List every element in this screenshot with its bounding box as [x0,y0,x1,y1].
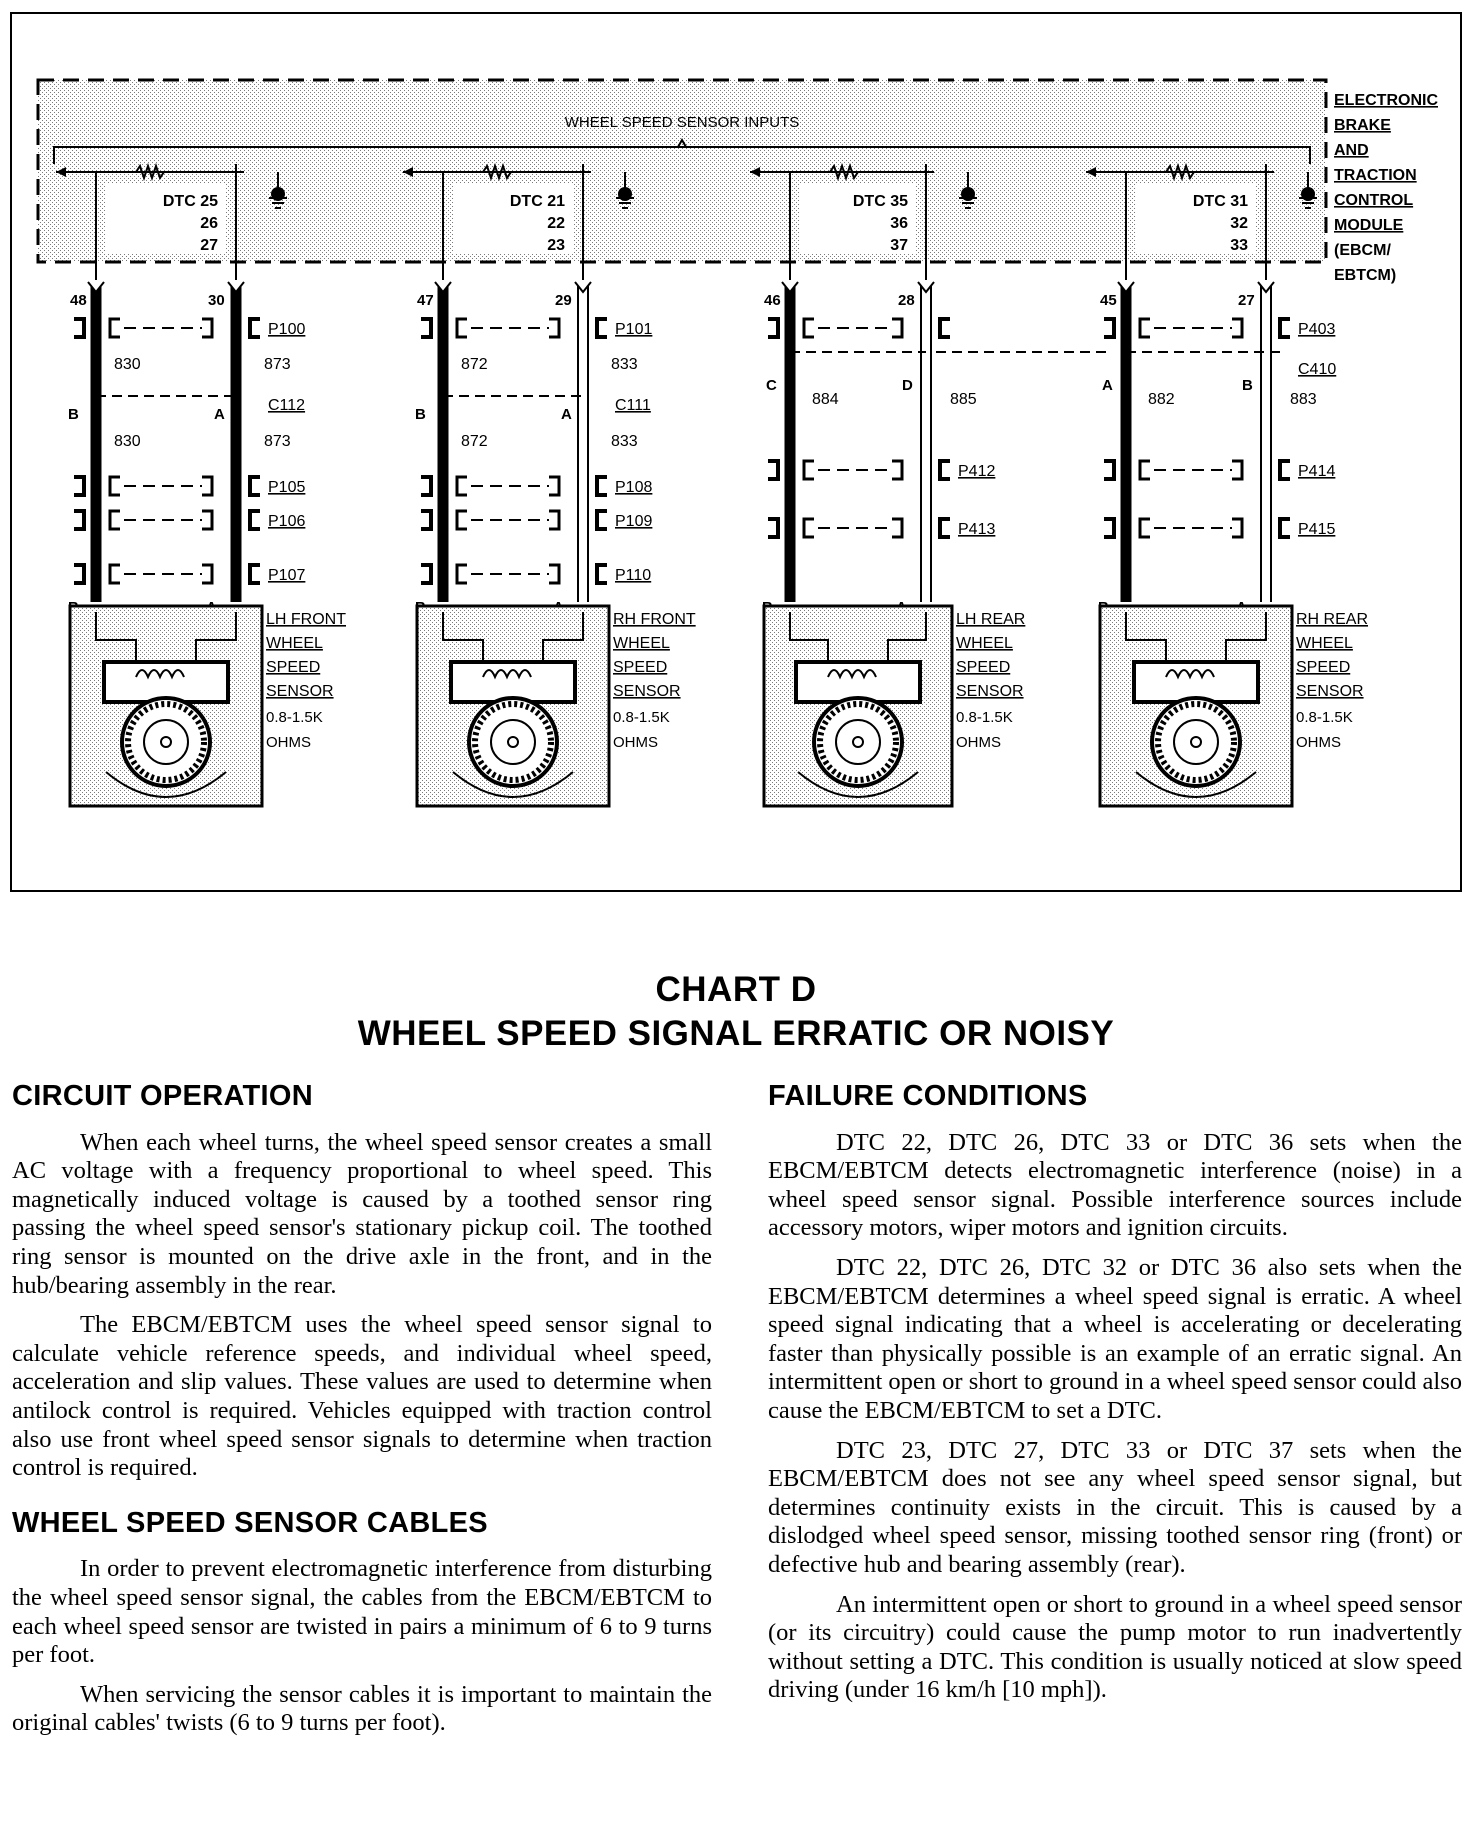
sensor-units: OHMS [613,734,658,751]
connector-bracket [1104,519,1114,537]
module-label-line: BRAKE [1334,117,1391,134]
connector-bracket [202,511,212,529]
sensor-cables-paragraph-1: In order to prevent electromagnetic interference from disturbing the wheel speed sensor signal, the cables from the EBCM/EBTCM to each wheel speed sensor are twisted in pairs a minimum of 6 to 9 turns per foot. [12,1555,712,1669]
connector-bracket [457,511,467,529]
sensor-name-line: LH REAR [956,611,1026,628]
sensor-name-line: RH FRONT [613,611,696,628]
pin-number: 29 [555,292,572,309]
wire-number: 873 [264,356,291,373]
sensor-name-line: RH REAR [1296,611,1369,628]
pin-number: 48 [70,292,87,309]
connector-bracket [421,319,431,337]
sensor-name-line: SENSOR [266,683,334,700]
connector-bracket [1104,319,1114,337]
connector-label: P100 [268,321,306,338]
pin-terminal [88,282,104,292]
sensor-name-line: SENSOR [1296,683,1364,700]
connector-bracket [1232,461,1242,479]
pin-terminal [782,282,798,292]
chart-subtitle: WHEEL SPEED SIGNAL ERRATIC OR NOISY [357,1014,1115,1053]
wire-number: 873 [264,433,291,450]
connector-label: P415 [1298,521,1336,538]
connector-bracket [804,319,814,337]
connector-bracket [110,565,120,583]
dtc-code: 23 [547,237,565,254]
connector-bracket [250,477,260,495]
sensor-name-line: WHEEL [266,635,323,652]
right-column [768,1082,1462,1716]
connector-bracket [1140,319,1150,337]
connector-bracket [202,477,212,495]
dtc-code: DTC 35 [852,193,908,210]
wire-number: 830 [114,433,141,450]
module-label-line: TRACTION [1334,167,1417,184]
dtc-code: 33 [1230,237,1248,254]
failure-conditions-paragraph-3: DTC 23, DTC 27, DTC 33 or DTC 37 sets when the EBCM/EBTCM does not see any wheel speed sensor signal, but determines continuity exists in the circuit. This is caused by a dislodged wheel speed sensor, missing toothed sensor ring (front) or defective hub and bearing assembly (rear). [768,1436,1462,1578]
connector-label: P105 [268,479,306,496]
chart-title-block [0,970,1472,1054]
connector-bracket [421,477,431,495]
connector-bracket [768,519,778,537]
circuit-operation-paragraph-1: When each wheel turns, the wheel speed sensor creates a small AC voltage with a frequency proportional to wheel speed. This magnetically induced voltage is caused by a toothed sensor ring passing the wheel speed sensor's stationary pickup coil. The toothed ring sensor is mounted on the drive axle in the front, and in the hub/bearing assembly in the rear. [12,1128,712,1299]
connector-bracket [549,319,559,337]
connector-bracket [892,319,902,337]
wire-number: 872 [461,433,488,450]
wire-number: 830 [114,356,141,373]
connector-bracket [549,511,559,529]
splice-letter: A [561,406,572,423]
wire-number: 882 [1148,391,1175,408]
connector-bracket [549,565,559,583]
connector-bracket [1280,519,1290,537]
pin-terminal [1118,282,1134,292]
pin-number: 28 [898,292,915,309]
pin-number: 47 [417,292,434,309]
axle-icon [161,737,171,747]
connector-bracket [768,461,778,479]
connector-bracket [110,477,120,495]
connector-bracket [597,477,607,495]
connector-bracket [597,319,607,337]
splice-letter: B [1242,377,1253,394]
module-label-line: CONTROL [1334,192,1414,209]
pin-terminal [435,282,451,292]
connector-bracket [597,511,607,529]
wiring-diagram-svg [10,12,1462,892]
connector-bracket [421,511,431,529]
axle-icon [853,737,863,747]
failure-conditions-heading: FAILURE CONDITIONS [768,1080,1088,1112]
connector-label: P107 [268,567,306,584]
connector-bracket [1280,461,1290,479]
splice-letter: C [766,377,777,394]
sensor-name-line: WHEEL [1296,635,1353,652]
connector-label: P110 [615,567,652,584]
connector-bracket [1140,461,1150,479]
connector-bracket [74,565,84,583]
sensor-name-line: SENSOR [956,683,1024,700]
sensor-name-line: LH FRONT [266,611,346,628]
dtc-code: 36 [890,215,908,232]
dtc-code: 27 [200,237,218,254]
ground-icon [1301,187,1315,201]
sensor-name-line: WHEEL [613,635,670,652]
sensor-resistance: 0.8-1.5K [956,709,1013,726]
connector-bracket [1104,461,1114,479]
dtc-code: 26 [200,215,218,232]
failure-conditions-paragraph-1: DTC 22, DTC 26, DTC 33 or DTC 36 sets when the EBCM/EBTCM detects electromagnetic interference (noise) in a wheel speed sensor signal. Possible interference sources include accessory motors, wiper motors and ignition circuits. [768,1128,1462,1242]
connector-label: P414 [1298,463,1336,480]
connector-bracket [250,565,260,583]
connector-bracket [110,319,120,337]
wire-number: 883 [1290,391,1317,408]
chart-title: CHART D [655,970,817,1009]
connector-bracket [421,565,431,583]
sensor-units: OHMS [956,734,1001,751]
connector-label: P109 [615,513,653,530]
connector-bracket [804,519,814,537]
connector-bracket [940,461,950,479]
dtc-code: 22 [547,215,565,232]
failure-conditions-paragraph-2: DTC 22, DTC 26, DTC 32 or DTC 36 also sets when the EBCM/EBTCM determines a wheel speed signal is erratic. A wheel speed signal indicating that a wheel is accelerating or decelerating faster than physically possible is an example of an erratic signal. An intermittent open or short to ground in a wheel speed sensor could also cause the EBCM/EBTCM to set a DTC. [768,1253,1463,1424]
splice-letter: A [214,406,225,423]
connector-bracket [74,511,84,529]
connector-label: P403 [1298,321,1336,338]
connector-bracket [110,511,120,529]
sensor-units: OHMS [1296,734,1341,751]
circuit-operation-heading: CIRCUIT OPERATION [12,1080,314,1112]
dtc-code: 37 [890,237,908,254]
splice-letter: B [68,406,79,423]
module-label-line: MODULE [1334,217,1404,234]
wire-number: 833 [611,433,638,450]
sensor-resistance: 0.8-1.5K [1296,709,1353,726]
module-label-line: AND [1334,142,1369,159]
splice-label: C111 [615,397,651,414]
wire-number: 884 [812,391,839,408]
pin-number: 30 [208,292,225,309]
sensor-name-line: WHEEL [956,635,1013,652]
connector-bracket [457,319,467,337]
connector-label: P412 [958,463,996,480]
pin-number: 27 [1238,292,1255,309]
ground-icon [618,187,632,201]
axle-icon [508,737,518,747]
connector-bracket [892,519,902,537]
module-label-line: (EBCM/ [1334,242,1391,259]
connector-label: P413 [958,521,996,538]
module-label-line: EBTCM) [1334,267,1397,284]
wire-number: 833 [611,356,638,373]
wire-number: 885 [950,391,977,408]
dtc-code: DTC 21 [509,193,565,210]
pin-number: 45 [1100,292,1117,309]
sensor-name-line: SPEED [956,659,1011,676]
sensor-name-line: SPEED [1296,659,1351,676]
connector-bracket [597,565,607,583]
wiring-diagram [10,12,1462,892]
connector-bracket [250,511,260,529]
connector-bracket [74,319,84,337]
sensor-name-line: SENSOR [613,683,681,700]
connector-bracket [1140,519,1150,537]
connector-label: P108 [615,479,653,496]
circuit-operation-paragraph-2: The EBCM/EBTCM uses the wheel speed sensor signal to calculate vehicle reference speeds, and individual wheel speed, acceleration and slip values. These values are used to determine when antilock control is required. Vehicles equipped with traction control also use front wheel speed sensor signals to determine when traction control is required. [12,1311,712,1482]
connector-bracket [768,319,778,337]
connector-bracket [250,319,260,337]
sensor-units: OHMS [266,734,311,751]
connector-bracket [1232,319,1242,337]
failure-conditions-paragraph-4: An intermittent open or short to ground in a wheel speed sensor (or its circuitry) could cause the pump motor to run inadvertently without setting a DTC. This condition is usually noticed at slow speed driving (under 16 km/h [10 mph]). [768,1590,1462,1704]
splice-letter: A [1102,377,1113,394]
module-bus-label: WHEEL SPEED SENSOR INPUTS [564,114,800,131]
dtc-code: DTC 31 [1192,193,1248,210]
dtc-code: DTC 25 [162,193,218,210]
sensor-resistance: 0.8-1.5K [266,709,323,726]
pin-number: 46 [764,292,781,309]
dtc-code: 32 [1230,215,1248,232]
connector-bracket [202,319,212,337]
connector-bracket [892,461,902,479]
ground-icon [271,187,285,201]
connector-bracket [549,477,559,495]
sensor-resistance: 0.8-1.5K [613,709,670,726]
ground-icon [961,187,975,201]
splice-label: C112 [268,397,306,414]
connector-bracket [457,565,467,583]
pin-terminal [228,282,244,292]
connector-bracket [202,565,212,583]
axle-icon [1191,737,1201,747]
connector-label: P106 [268,513,306,530]
connector-bracket [940,319,950,337]
connector-bracket [804,461,814,479]
connector-label: P101 [615,321,653,338]
sensor-cables-paragraph-2: When servicing the sensor cables it is important to maintain the original cables' twists (6 to 9 turns per foot). [12,1680,712,1737]
connector-bracket [457,477,467,495]
wire-number: 872 [461,356,488,373]
sensor-name-line: SPEED [266,659,321,676]
connector-bracket [940,519,950,537]
left-column [12,1082,712,1749]
connector-bracket [1232,519,1242,537]
splice-label: C410 [1298,361,1337,378]
module-label-line: ELECTRONIC [1334,92,1438,109]
sensor-name-line: SPEED [613,659,668,676]
connector-bracket [74,477,84,495]
sensor-cables-heading: WHEEL SPEED SENSOR CABLES [12,1506,488,1539]
splice-letter: D [902,377,913,394]
connector-bracket [1280,319,1290,337]
splice-letter: B [415,406,426,423]
